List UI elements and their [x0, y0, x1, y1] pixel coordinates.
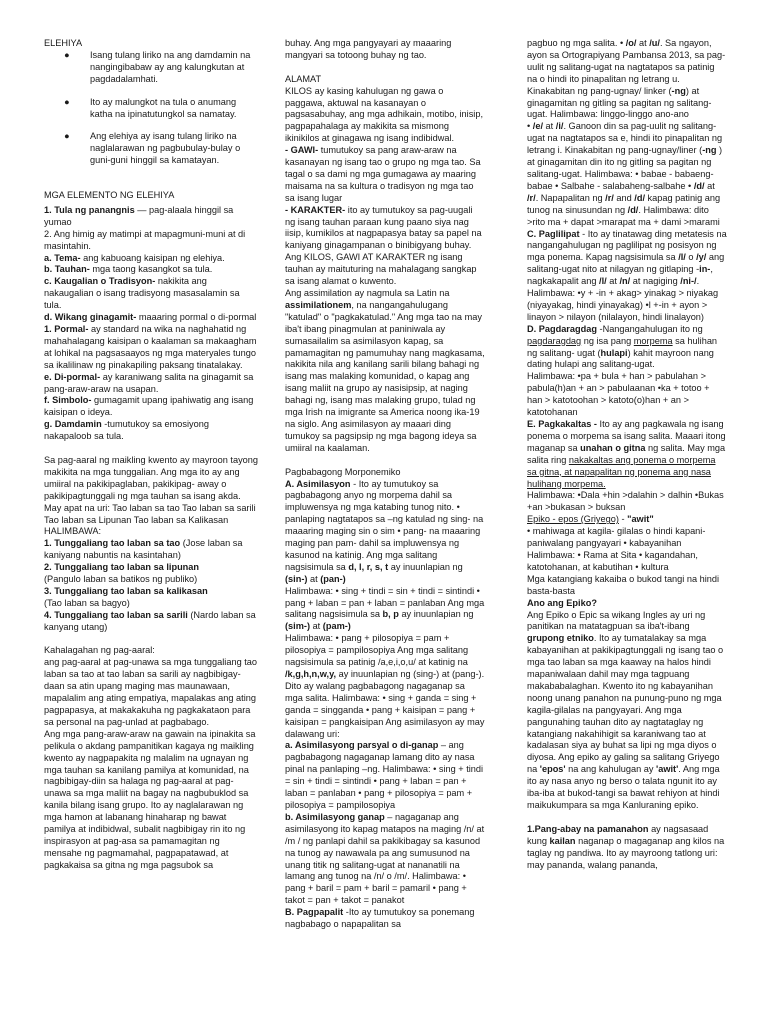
paglilipat-paragraph: C. Paglilipat - Ito ay tinatawag ding metatesis na nangangahulugan ng paglilipat ng posisyon ng mga ponema. Kapag nagsisimula sa /l/ o /y/ ang salitang-ugat nito at nilagyan ng gitlaping -in-, nagkakapalit ang /l/ at /n/ at nagiging /ni-/.	[527, 228, 727, 287]
column-left	[44, 38, 258, 872]
element-item: g. Damdamin -tumutukoy sa emosiyong nakapaloob sa tula.	[44, 419, 209, 442]
heading-ano-ang-epiko: Ano ang Epiko?	[527, 597, 597, 608]
assimilation-paragraph: Ang assimilation ay nagmula sa Latin na assimilationem, na nangangahulugang "katulad" o "pagkakatulad." Ang mga tao na may iba't ibang pinagmulan at paniniwala ay sumasailalim sa asimilasyon kapag, sa pamamagitan ng pamumuhay nang magkasama, nakikita nila ang kanilang sarili bilang bahagi ng isang mas malaking komunidad, o kapag ang isang maliit na grupo ay nasisipsip, at naging bahagi ng, isang mas malaking grupo, tulad ng mga Irish na imigrante sa America noong ika-19 na siglo. Ang asimilasyon ay maaari ding tumukoy sa pagsipsip ng mga bagong ideya sa umiiral na kaalaman.	[285, 288, 485, 453]
pagpapalit-ou-paragraph: pagbuo ng mga salita. • /o/ at /u/. Sa ngayon, ayon sa Ortograpiyang Pambansa 2013, sa pag-uulit ng salitang-ugat na nagtatapos sa patinig na o hindi ito pinapalitan ng letrang u. Kinakabitan ng pang-ugnay/ linker (-ng) at ginagamitan ng gitling sa pagitan ng salitang-ugat. Halimbawa: linggo-linggo ano-ano	[527, 38, 726, 120]
bullet-item: ● Ang elehiya ay isang tulang liriko na naglalarawan ng pagbubulay-bulay o guni-guni hinggil sa kamatayan.	[64, 131, 241, 166]
element-item: c. Kaugalian o Tradisyon- nakikita ang nakaugalian o isang tradisyong masasalamin sa tula.	[44, 276, 240, 311]
element-item: d. Wikang ginagamit- maaaring pormal o di-pormal	[44, 312, 257, 323]
element-item: 1. Pormal- ay standard na wika na naghahatid ng mahahalagang kaisipan o kaalaman sa makaagham at lohikal na pagsasaayos ng mga materyales tungo sa ikalilinaw ng pinakapiling paksang tinatalakay.	[44, 324, 257, 370]
example-item: 4. Tunggaliang tao laban sa sarili (Nardo laban sa kanyang utang)	[44, 609, 256, 632]
bullet-item: ● Isang tulang liriko na ang damdamin na nangingibabaw ay ang kalungkutan at pagdadalamhati.	[64, 49, 251, 84]
elehiya-bullet-list	[44, 50, 258, 167]
asimilasyon-parsyal-paragraph: a. Asimilasyong parsyal o di-ganap – ang pagbabagong nagaganap lamang dito ay nasa pinal na panlaping –ng. Halimbawa: • sing + tindi = sin + tindi = sintindi • pang + laban = pan + laban = panlaban • pang + pilosopiya = pam + pilosopiya = pampilosopiya	[285, 740, 484, 810]
pagpapalit-ei-paragraph: • /e/ at /i/. Ganoon din sa pag-uulit ng salitang-ugat na nagtatapos sa e, hindi ito pinapalitan ng letrang i. Kinakabitan ng pang-ugnay/liner (-ng ) at ginagamitan din ito ng gitling sa pagitan ng salitang-ugat. Halimbawa: • babae - babaeng-babae • Salbahe - salabaheng-salbahe • /d/ at /r/. Napapalitan ng /r/ and /d/ kapag patinig ang tunog na sinusundan ng /d/. Halimbawa: dito >rito ma + dapat >marapat ma + dami >marami	[527, 121, 723, 227]
bullet-icon: ●	[64, 49, 70, 60]
bullet-icon: ●	[64, 131, 70, 142]
halimbawa-paragraph: Halimbawa: • sing + tindi = sin + tindi = sintindi • pang + laban = pan + laban = panlaban Ang mga salitang nagsisimula sa b, p ay inuunlapian ng (sim-) at (pam-)	[285, 585, 485, 632]
asimilasyon-ganap-paragraph: b. Asimilasyong ganap – nagaganap ang asimilasyong ito kapag matapos na maging /n/ at /m / ng panlapi dahil sa pakikibagay sa kasunod na tunog ay nawawala pa ang sumusunod na unang titik ng salitang-ugat at nananatili na lamang ang tunog na /n/ o /m/. Halimbawa: • pang + baril = pam + baril = pamaril • pang + takot = pan + takot = panakot	[285, 811, 485, 906]
element-item: b. Tauhan- mga taong kasangkot sa tula.	[44, 264, 213, 275]
epiko-halimbawa: Halimbawa: • Rama at Sita • kagandahan, katotohanan, at kabutihan • kultura	[527, 549, 698, 572]
pagdaragdag-paragraph: D. Pagdaragdag -Nangangahulugan ito ng pagdaragdag ng isa pang morpema sa hulihan ng salitang- ugat (hulapi) kahit mayroon nang dating hulapi ang salitang-ugat.	[527, 323, 718, 370]
halimbawa-paragraph: Halimbawa: • pang + pilosopiya = pam + pilosopiya = pampilosopiya Ang mga salitang nagsisimula sa patinig /a,e,i,o,u/ at katinig na /k,g,h,n,w,y, ay inuunlapian ng (sing-) at (pang-). Dito ay walang pagbabagong nagaganap sa mga salita. Halimbawa: • sing + ganda = sing + ganda = singganda • pang + kaisipan = pang + kaisipan = pangkaisipan Ang asimilasyon ay may dalawang uri:	[285, 633, 485, 739]
heading-elehiya: ELEHIYA	[44, 38, 83, 48]
pagdaragdag-halimbawa: Halimbawa: •pa + bula + han > pabulahan > pabula(h)an + an > pabulaanan •ka + totoo + han > katotoohan > katoto(o)han + an > katotohanan	[527, 371, 710, 418]
kahalagahan-title: Kahalagahan ng pag-aaral:	[44, 645, 155, 656]
kilos-paragraph: Ang KILOS, GAWI AT KARAKTER ng isang tauhan ay maituturing na mahalagang sangkap sa isang alamat o kuwento.	[285, 252, 477, 287]
element-item: a. Tema- ang kabuoang kaisipan ng elehiya.	[44, 252, 225, 263]
pagpapalit-paragraph: B. Pagpapalit -Ito ay tumutukoy sa ponemang nagbabago o napapalitan sa	[285, 907, 475, 930]
asimilasyon-paragraph: A. Asimilasyon - Ito ay tumutukoy sa pagbabagong anyo ng morpema dahil sa impluwensya ng mga katabing tunog nito. • panlaping nagtatapos sa –ng katulad ng sing- na maaaring maging sin o sim • pang- na maaaring maging pan pam- dahil sa impluwensya ng kasunod na katinig. Ang mga salitang nagsisimula sa d, l, r, s, t ay inuunlapian ng (sin-) at (pan-)	[285, 478, 484, 584]
heading-elements: MGA ELEMENTO NG ELEHIYA	[44, 190, 175, 201]
example-item: 1. Tunggaliang tao laban sa tao (Jose laban sa kaniyang nabuntis na kasintahan)	[44, 538, 243, 561]
gawi-paragraph: - GAWI- tumutukoy sa pang araw-araw na kasanayan ng isang tao o grupo ng mga tao. Sa tagal o sa dami ng mga gumagawa ay maaring maisama na sa kultura o tradisyon ng mga tao sa isang lugar	[285, 145, 481, 203]
epiko-definition: Epiko - epos (Griyego) - "awit"	[527, 514, 654, 525]
heading-morponemiko: Pagbabagong Morponemiko	[285, 466, 401, 477]
heading-alamat: ALAMAT	[285, 73, 322, 84]
kahalagahan-paragraph: ang pag-aaral at pag-unawa sa mga tunggaliang tao laban sa tao at tao laban sa sarili ay nagbibigay-daan sa atin upang maging mas maunawaan, mapalalim ang ating empatiya, mapalakas ang ating pagpapasya, at makakakuha ng pagkakataon para sa personal na pag-unlad at pagbabago.	[44, 657, 257, 727]
column-middle	[285, 38, 485, 931]
pang-abay-paragraph: 1.Pang-abay na pamanahon ay nagsasaad kung kailan naganap o magaganap ang kilos na taglay ng pandiwa. Ito ay mayroong tatlong uri: may pananda, walang pananda,	[527, 823, 725, 870]
pagkakaltas-paragraph: E. Pagkakaltas - Ito ay ang pagkawala ng isang ponema o morpema sa isang salita. Maaari itong maganap sa unahan o gitna ng salita. May mga salita ring nakakaltas ang ponema o morpema sa gitna, at napapalitan ng ponema ang nasa hulihang morpema.	[527, 419, 726, 489]
epiko-katangian: Mga katangiang kakaiba o bukod tangi na hindi basta-basta	[527, 573, 720, 596]
kahalagahan-paragraph: Ang mga pang-araw-araw na gawain na ipinakita sa pelikula o akdang pampanitikan kagaya ng maikling kwento ay nagpapakita ng malalim na ugnayan ng mga tauhan sa kanilang pamilya at komunidad, na nagbibigay-diin sa halaga ng pag-aaral at pag-unawa sa mga maliit na bagay na nagbubuklod sa kanila bilang isang grupo. Ito ay naglalarawan ng mga hamon at labanang hinaharap ng bawat pamilya at indibidwal, subalit nagbibigay rin ito ng inspirasyon at pag-asa sa pamamagitan ng mensahe ng pagmamahal, pagpapatawad, at pagkakaisa sa gitna ng mga pagsubok sa	[44, 728, 256, 870]
column-right	[527, 38, 727, 871]
bullet-item: ● Ito ay malungkot na tula o anumang katha na ipinatutungkol sa namatay.	[64, 96, 237, 119]
alamat-paragraph: KILOS ay kasing kahulugan ng gawa o paggawa, aktuwal na kasanayan o pagsasabuhay, ang mga adhikain, motibo, inisip, pagpapahalaga ay makikita sa mismong ikinikilos at ginagawa ng isang indibidwal.	[285, 85, 483, 144]
halimbawa-label: HALIMBAWA:	[44, 526, 102, 537]
pagkakaltas-halimbawa: Halimbawa: •Dala +hin >dalahin > dalhin •Bukas +an >bukasan > buksan	[527, 490, 724, 513]
element-item: 1. Tula ng panangnis — pag-alaala hinggil sa yumao	[44, 204, 234, 227]
tunggalian-intro: Sa pag-aaral ng maikling kwento ay mayroon tayong makikita na mga tunggalian. Ang mga ito ay ang umiiral na pakikipaglaban, pakikipag- away o pakikipagtunggali ng mga tauhan sa isang akda. May apat na uri: Tao laban sa tao Tao laban sa sarili Tao laban sa Lipunan Tao laban sa Kalikasan	[44, 454, 258, 525]
example-item: 3. Tunggaliang tao laban sa kalikasan (Tao laban sa bagyo)	[44, 585, 208, 608]
bullet-icon: ●	[64, 96, 70, 107]
example-item: 2. Tunggaliang tao laban sa lipunan (Pangulo laban sa batikos ng publiko)	[44, 562, 200, 585]
element-item: f. Simbolo- gumagamit upang ipahiwatig ang isang kaisipan o ideya.	[44, 395, 254, 418]
epiko-paragraph: Ang Epiko o Epic sa wikang Ingles ay uri ng panitikan na matatagpuan sa iba't-ibang grupong etniko. Ito ay tumatalakay sa mga kabayanihan at pakikipagtunggali ng isang tao o mga tao laban sa mga kaaway na halos hindi mapaniwalaan dahil may mga tagpuang makababalaghan. Kwento ito ng kabayanihan noong unang panahon na punung-puno ng mga kagila-gilalas na pangyayari. Ang mga pangunahing tauhan dito ay nagtataglay ng katangiang nakahihigit sa karaniwang tao at kadalasan siya ay buhat sa lipi ng mga diyos o diyosa. Ang epiko ay galing sa salitang Griyego na 'epos' na ang kahulugan ay 'awit'. Ang mga ito ay nasa anyo ng berso o talata ngunit ito ay iba-iba at bukod-tangi sa bawat rehiyon at hindi maikukumpara sa mga Kanluraning epiko.	[527, 609, 724, 810]
element-item: e. Di-pormal- ay karaniwang salita na ginagamit sa pang-araw-araw na usapan.	[44, 371, 254, 394]
paglilipat-halimbawa: Halimbawa: •y + -in + akag> yinakag > niyakag (niyayakag, hindi yinayakag) •l +-in + ayon > linayon > nilayon (nilalayon, hindi linalayon)	[527, 288, 719, 322]
element-item: 2. Ang himig ay matimpi at mapagmuni-muni at di masintahin.	[44, 228, 246, 251]
continued-text: buhay. Ang mga pangyayari ay maaaring mangyari sa totoong buhay ng tao.	[285, 38, 452, 60]
epiko-traits: • mahiwaga at kagila- gilalas o hindi kapani-paniwalang pangyayari • kabayanihan	[527, 526, 706, 549]
karakter-paragraph: - KARAKTER- ito ay tumutukoy sa pag-uugali ng isang tauhan paraan kung paano siya nag iisip, kumikilos at nagpapasya batay sa papel na kaniyang ginagampanan o binibigyang buhay.	[285, 204, 482, 251]
